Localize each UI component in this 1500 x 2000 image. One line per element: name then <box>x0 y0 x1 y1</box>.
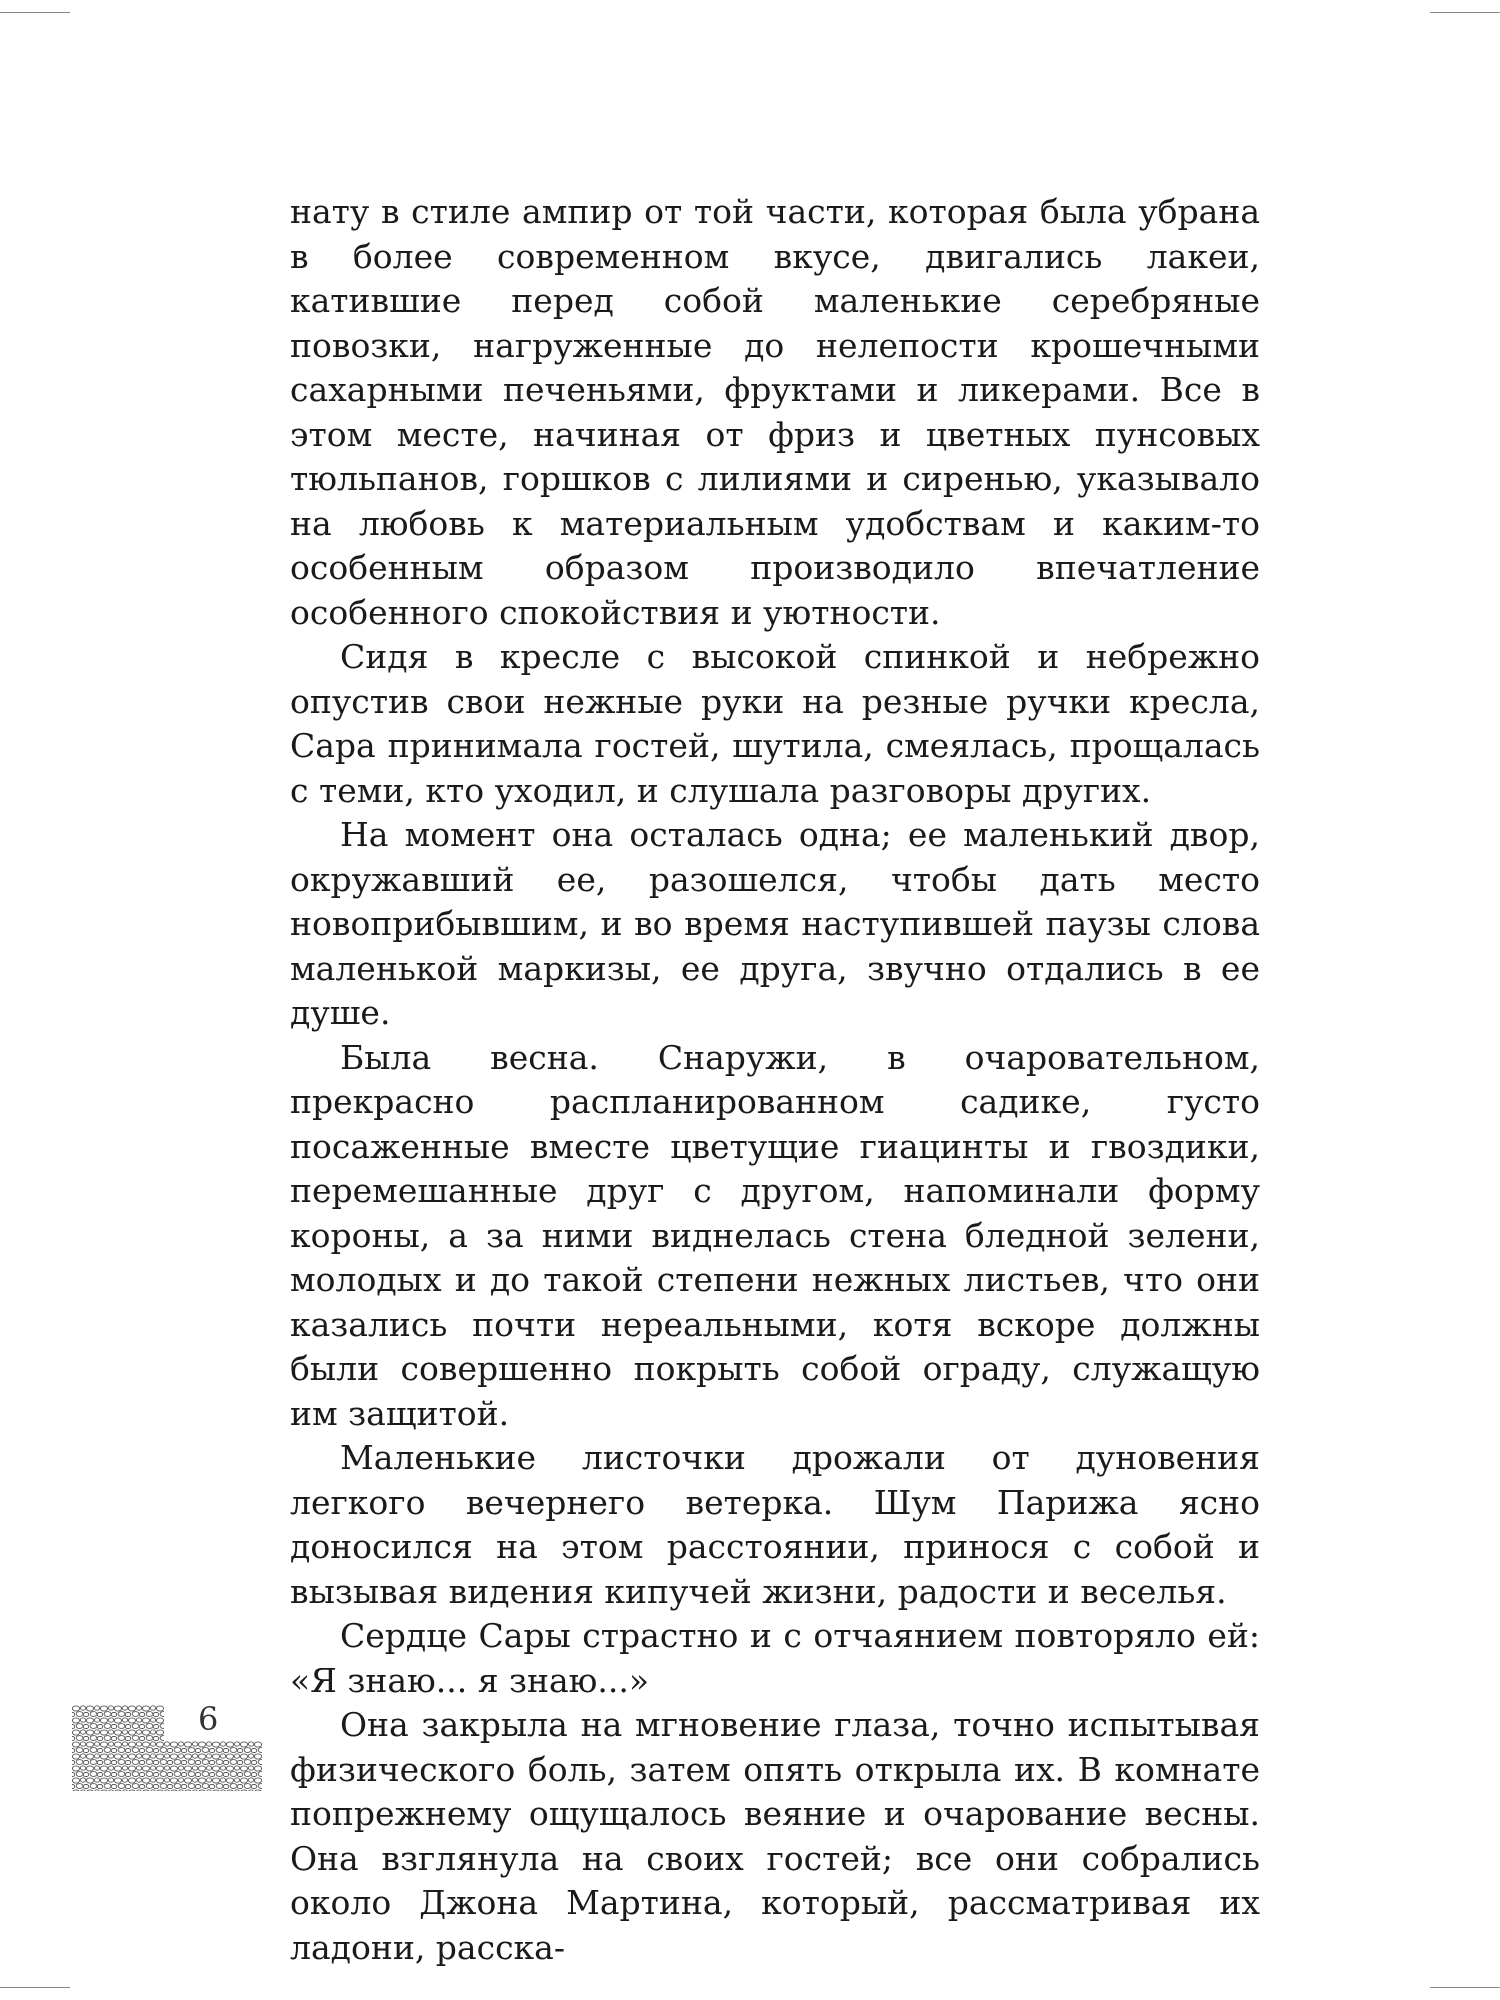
crop-mark-top-right <box>1430 12 1500 13</box>
crop-mark-bottom-right <box>1430 1987 1500 1988</box>
crop-mark-bottom-left <box>0 1987 70 1988</box>
paragraph-6: Сердце Сары страстно и с отчаянием повторяло ей: «Я знаю... я знаю...» <box>290 1616 1260 1700</box>
paragraph-5: Маленькие листочки дрожали от дуновения легкого вечернего ветерка. Шум Парижа ясно доносился на этом расстоянии, принося с собой и вызывая видения кипучей жизни, радости и веселья. <box>290 1438 1260 1611</box>
body-text <box>290 190 1260 1970</box>
paragraph-3: На момент она осталась одна; ее маленький двор, окружавший ее, разошелся, чтобы дать место новоприбывшим, и во время наступившей паузы слова маленькой маркизы, ее друга, звучно отдались в ее душе. <box>290 815 1260 1032</box>
pebble-pattern-icon <box>72 1705 262 1791</box>
page-number: 6 <box>198 1700 219 1738</box>
crop-mark-top-left <box>0 12 70 13</box>
paragraph-1: нату в стиле ампир от той части, которая была убрана в более современном вкусе, двигались лакеи, катившие перед собой маленькие серебряные повозки, нагруженные до нелепости крошечными сахарными печеньями, фруктами и ликерами. Все в этом месте, начиная от фриз и цветных пунсовых тюльпанов, горшков с лилиями и сиренью, указывало на любовь к материальным удобствам и каким-то особенным образом производило впечатление особенного спокойствия и уютности. <box>290 192 1260 632</box>
paragraph-2: Сидя в кресле с высокой спинкой и небрежно опустив свои нежные руки на резные ручки кресла, Сара принимала гостей, шутила, смеялась, прощалась с теми, кто уходил, и слушала разговоры других. <box>290 637 1260 810</box>
folio-ornament <box>72 1705 262 1791</box>
paragraph-4: Была весна. Снаружи, в очаровательном, прекрасно распланированном садике, густо посаженные вместе цветущие гиацинты и гвоздики, перемешанные друг с другом, напоминали форму короны, а за ними виднелась стена бледной зелени, молодых и до такой степени нежных листьев, что они казались почти нереальными, котя вскоре должны были совершенно покрыть собой ограду, служащую им защитой. <box>290 1037 1260 1433</box>
paragraph-7: Она закрыла на мгновение глаза, точно испытывая физического боль, затем опять открыла их. В комнате попрежнему ощущалось веяние и очарование весны. Она взглянула на своих гостей; все они собрались около Джона Мартина, который, рассматривая их ладони, расска- <box>290 1705 1260 1967</box>
